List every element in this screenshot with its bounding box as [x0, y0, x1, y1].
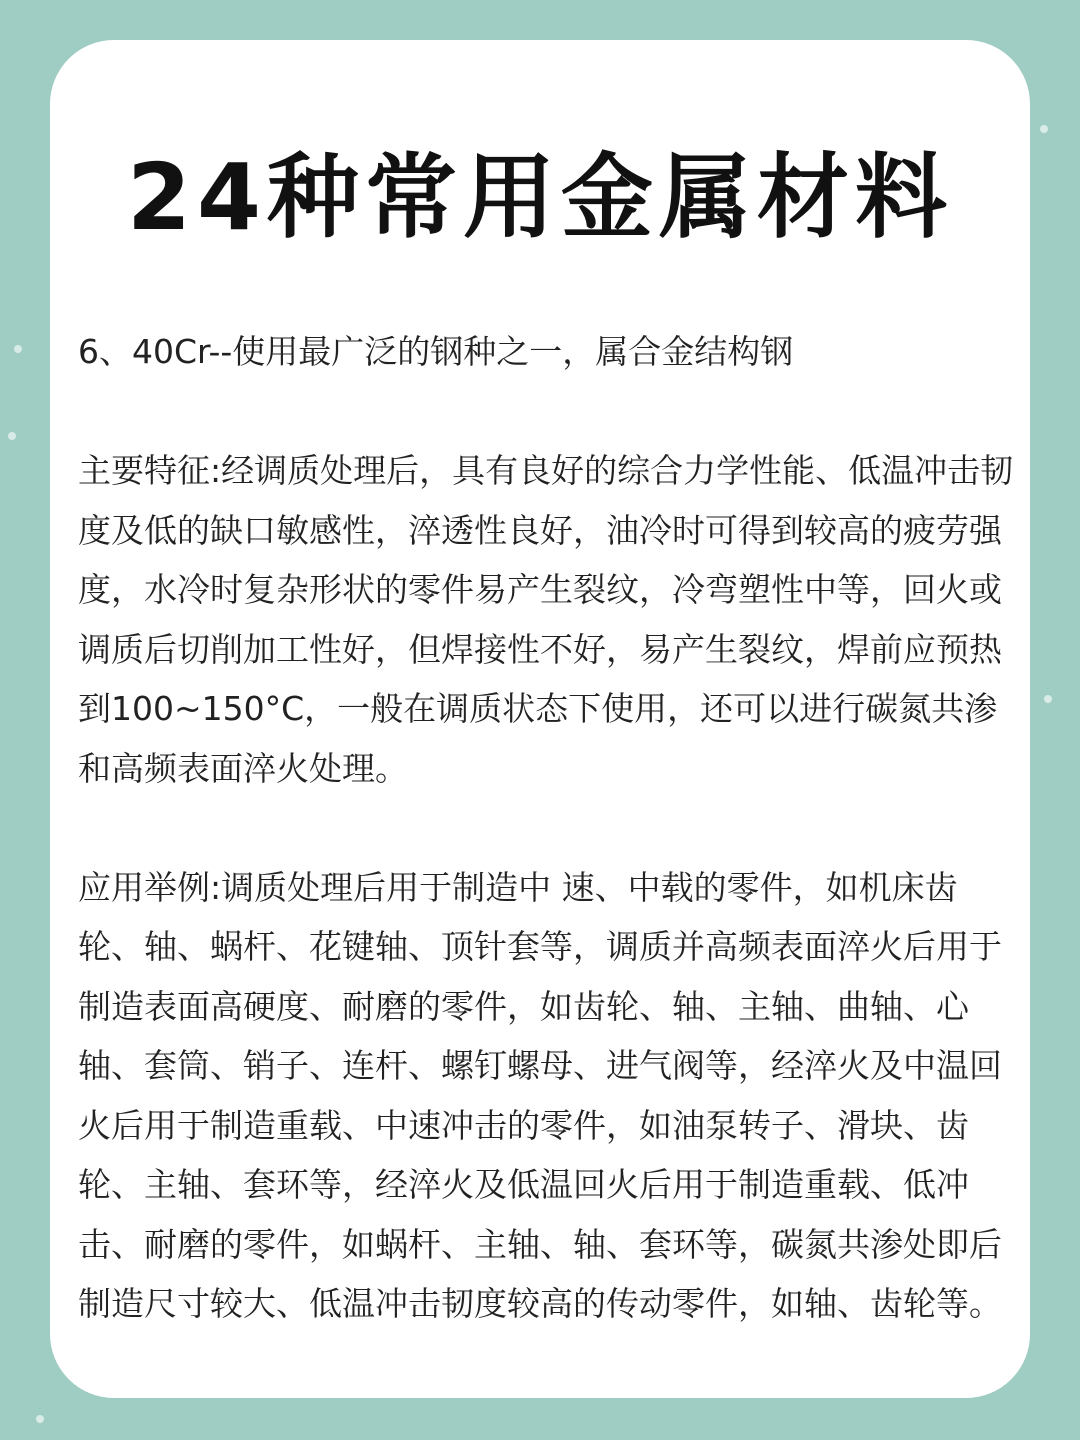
applications-paragraph: 应用举例:调质处理后用于制造中 速、中载的零件，如机床齿轮、轴、蜗杆、花键轴、顶针套等，调质并高频表面淬火后用于制造表面高硬度、耐磨的零件，如齿轮、轴、主轴、曲轴、心轴、套筒、销子、连杆、螺钉螺母、进气阀等，经淬火及中温回火后用于制造重载、中速冲击的零件，如油泵转子、滑块、齿轮、主轴、套环等，经淬火及低温回火后用于制造重载、低冲击、耐磨的零件，如蜗杆、主轴、轴、套环等，碳氮共渗处即后制造尺寸较大、低温冲击韧度较高的传动零件，如轴、齿轮等。: [78, 867, 1002, 1323]
features-paragraph: 主要特征:经调质处理后，具有良好的综合力学性能、低温冲击韧度及低的缺口敏感性，淬透性良好，油冷时可得到较高的疲劳强度，水冷时复杂形状的零件易产生裂纹，冷弯塑性中等，回火或调质后切削加工性好，但焊接性不好，易产生裂纹，焊前应预热到100~150°C，一般在调质状态下使用，还可以进行碳氮共渗和高频表面淬火处理。: [78, 451, 1014, 788]
page-title: 24种常用金属材料: [126, 144, 954, 251]
content-card: [50, 40, 1030, 1398]
background-dot: [1040, 125, 1048, 133]
background-dot: [14, 345, 22, 353]
background-dot: [1044, 695, 1052, 703]
background-dot: [8, 432, 16, 440]
article-body: [78, 322, 1014, 1334]
background-dot: [36, 1415, 44, 1423]
section-heading: 6、40Cr--使用最广泛的钢种之一，属合金结构钢: [78, 332, 794, 371]
